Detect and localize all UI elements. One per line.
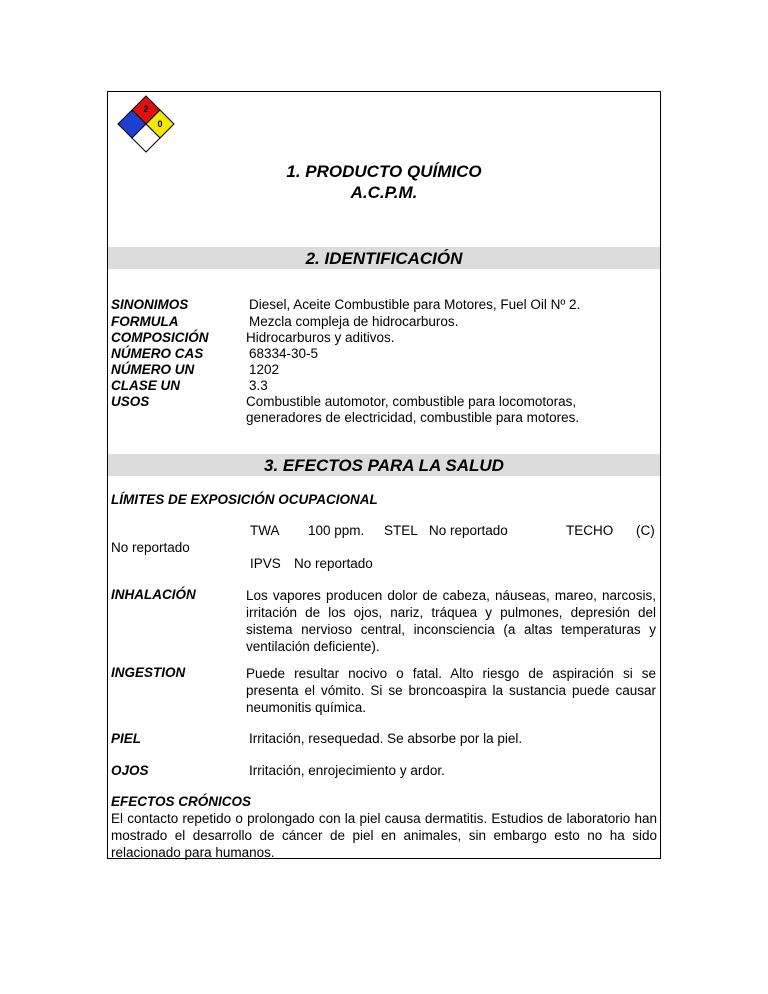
nfpa-health-number: 1 xyxy=(129,119,135,129)
value-clase-un: 3.3 xyxy=(249,378,268,393)
stel-value: No reportado xyxy=(429,523,508,538)
value-formula: Mezcla compleja de hidrocarburos. xyxy=(249,314,459,329)
exposure-limits-label: LÍMITES DE EXPOSICIÓN OCUPACIONAL xyxy=(111,492,378,507)
twa-label: TWA xyxy=(250,523,280,538)
section3-heading: 3. EFECTOS PARA LA SALUD xyxy=(264,456,504,475)
inhalacion-text: Los vapores producen dolor de cabeza, náuseas, mareo, narcosis, irritación de los ojos, nariz, tráquea y pulmones, depresión del sistema nervioso central, inconsciencia (a altas temperaturas y ventilación deficiente). xyxy=(246,588,656,654)
ipvs-label: IPVS xyxy=(250,556,281,571)
value-usos-line2: generadores de electricidad, combustible para motores. xyxy=(246,410,580,425)
ingestion-label: INGESTION xyxy=(111,665,186,680)
label-numero-cas: NÚMERO CAS xyxy=(111,346,204,361)
efectos-cronicos-text: El contacto repetido o prolongado con la piel causa dermatitis. Estudios de laboratorio han mostrado el desarrollo de cáncer de piel en animales, sin embargo esto no ha sido relacionado para humanos. xyxy=(111,811,657,860)
value-numero-un: 1202 xyxy=(249,362,280,377)
efectos-cronicos-label: EFECTOS CRÓNICOS xyxy=(111,794,252,809)
value-numero-cas: 68334-30-5 xyxy=(249,346,319,361)
section1-heading: 1. PRODUCTO QUÍMICO xyxy=(286,162,482,181)
twa-value: 100 ppm. xyxy=(308,523,365,538)
piel-label: PIEL xyxy=(111,731,142,746)
techo-c: (C) xyxy=(636,523,655,538)
label-sinonimos: SINONIMOS xyxy=(111,297,189,312)
ojos-text: Irritación, enrojecimiento y ardor. xyxy=(249,763,445,778)
piel-text: Irritación, resequedad. Se absorbe por la piel. xyxy=(249,731,523,746)
ingestion-text: Puede resultar nocivo o fatal. Alto riesgo de aspiración si se presenta el vómito. Si se broncoaspira la sustancia puede causar neumonitis química. xyxy=(246,666,656,715)
product-name: A.C.P.M. xyxy=(350,183,418,202)
nfpa-reactivity-number: 0 xyxy=(157,119,163,129)
section2-heading: 2. IDENTIFICACIÓN xyxy=(305,249,463,268)
label-numero-un: NÚMERO UN xyxy=(111,362,195,377)
label-composicion: COMPOSICIÓN xyxy=(111,330,209,345)
techo-label: TECHO xyxy=(566,523,614,538)
value-sinonimos: Diesel, Aceite Combustible para Motores, Fuel Oil Nº 2. xyxy=(249,297,581,312)
ojos-label: OJOS xyxy=(111,763,149,778)
value-composicion: Hidrocarburos y aditivos. xyxy=(246,330,395,345)
label-clase-un: CLASE UN xyxy=(111,378,181,393)
nfpa-flammability-number: 2 xyxy=(143,104,149,114)
techo-value: No reportado xyxy=(111,540,190,555)
label-formula: FORMULA xyxy=(111,314,179,329)
value-usos-line1: Combustible automotor, combustible para locomotoras, xyxy=(246,394,577,409)
stel-label: STEL xyxy=(384,523,418,538)
inhalacion-label: INHALACIÓN xyxy=(111,587,196,602)
nfpa-diamond-icon xyxy=(116,94,176,154)
label-usos: USOS xyxy=(111,394,150,409)
ipvs-value: No reportado xyxy=(294,556,373,571)
